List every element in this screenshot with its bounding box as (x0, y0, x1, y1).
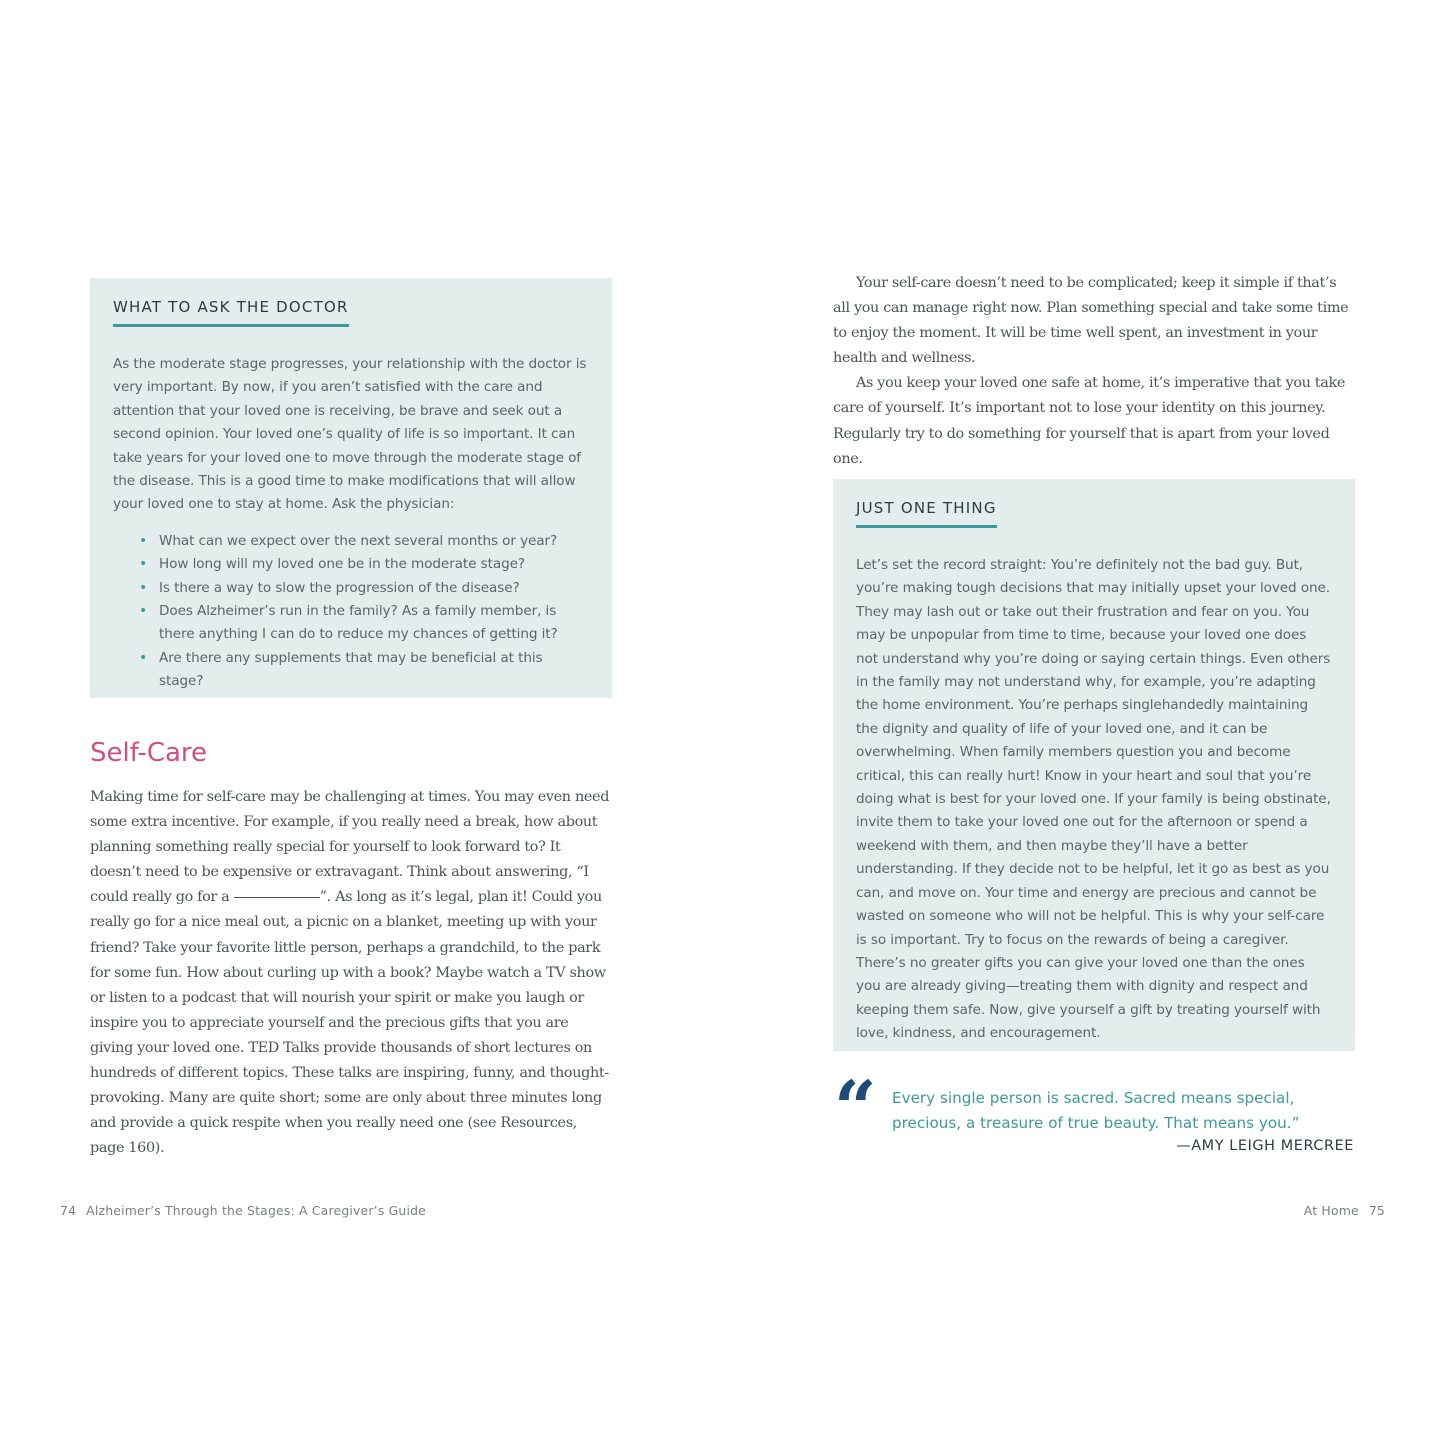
sidebar-title: JUST ONE THING (856, 499, 997, 528)
quote-author: —AMY LEIGH MERCREE (1176, 1138, 1354, 1154)
sidebar-intro: As the moderate stage progresses, your relationship with the doctor is very important. By now, if you aren’t satisfied with the care and attention that your loved one is receiving, be brave and seek out a second opinion. Your loved one’s quality of life is so important. It can take years for your loved one to move through the moderate stage of the disease. This is a good time to make modifications that will allow your loved one to stay at home. Ask the physician: (113, 356, 587, 513)
just-one-thing-sidebar (833, 479, 1355, 1051)
body-paragraph: As you keep your loved one safe at home, it’s imperative that you take care of yourself. It’s important not to lose your identity on this journey. Regularly try to do something for yourself that is apart from your loved one. (833, 375, 1346, 467)
doctor-questions-sidebar (90, 278, 612, 698)
right-body-text (833, 271, 1355, 472)
question-item: • What can we expect over the next several months or year? (137, 530, 589, 553)
question-list (113, 530, 589, 694)
sidebar-paragraph: Let’s set the record straight: You’re definitely not the bad guy. But, you’re making tough decisions that may initially upset your loved one. They may lash out or take out their frustration and fear on you. You may be unpopular from time to time, because your loved one does not understand why you’re doing or saying certain things. Even others in the family may not understand why, for example, you’re adapting the home environment. You’re perhaps singlehandedly maintaining the dignity and quality of life of your loved one, and it can be overwhelming. When family members question you and become critical, this can really hurt! Know in your heart and soul that you’re doing what is best for your loved one. If your family is being obstinate, invite them to take your loved one out for the afternoon or spend a weekend with them, and then maybe they’ll have a better understanding. If they decide not to be helpful, let it go as best as you can, and move on. Your time and energy are precious and cannot be wasted on someone who will not be helpful. This is why your self-care is so important. Try to focus on the rewards of being a caregiver. There’s no greater gifts you can give your loved one than the ones you are already giving—treating them with dignity and respect and keeping them safe. Now, give yourself a gift by treating yourself with love, kindness, and encouragement. (856, 557, 1331, 1042)
page-number: 75 (1368, 1203, 1385, 1218)
fill-in-blank (234, 896, 320, 898)
quote-mark-icon: “ (834, 1066, 877, 1152)
page-number: 74 (60, 1203, 77, 1218)
left-footer (50, 1203, 426, 1218)
chapter-title: At Home (1303, 1203, 1359, 1218)
self-care-body (90, 785, 612, 1161)
book-title: Alzheimer’s Through the Stages: A Caregiver’s Guide (86, 1203, 426, 1218)
question-item: • Does Alzheimer’s run in the family? As a family member, is there anything I can do to reduce my chances of getting it? (137, 600, 589, 647)
question-item: • Is there a way to slow the progression of the disease? (137, 577, 589, 600)
pull-quote-text: Every single person is sacred. Sacred means special, precious, a treasure of true beauty. That means you.” (892, 1089, 1300, 1132)
self-care-text-part1: Making time for self-care may be challenging at times. You may even need some extra incentive. For example, if you really need a break, how about planning something really special for yourself to look forward to? It doesn’t need to be expensive or extravagant. Think about answering, “I could really go for a (90, 789, 610, 906)
sidebar-title: WHAT TO ASK THE DOCTOR (113, 298, 349, 327)
self-care-heading: Self-Care (90, 738, 208, 768)
sidebar-body (113, 353, 589, 694)
question-item: • How long will my loved one be in the moderate stage? (137, 553, 589, 576)
right-footer (1304, 1203, 1395, 1218)
self-care-text-part2: ”. As long as it’s legal, plan it! Could you really go for a nice meal out, a picnic on a blanket, meeting up with your friend? Take your favorite little person, perhaps a grandchild, to the park for some fun. How about curling up with a book? Maybe watch a TV show or listen to a podcast that will nourish your spirit or make you laugh or inspire you to appreciate yourself and the precious gifts that you are giving your loved one. TED Talks provide thousands of short lectures on hundreds of different topics. These talks are inspiring, funny, and thought-provoking. Many are quite short; some are only about three minutes long and provide a quick respite when you really need one (see Resources, page 160). (90, 889, 609, 1157)
question-item: • Are there any supplements that may be beneficial at this stage? (137, 647, 589, 694)
sidebar-body (856, 554, 1332, 1046)
body-paragraph: Your self-care doesn’t need to be complicated; keep it simple if that’s all you can manage right now. Plan something special and take some time to enjoy the moment. It will be time well spent, an investment in your health and wellness. (833, 275, 1349, 367)
self-care-paragraph (90, 785, 612, 1161)
